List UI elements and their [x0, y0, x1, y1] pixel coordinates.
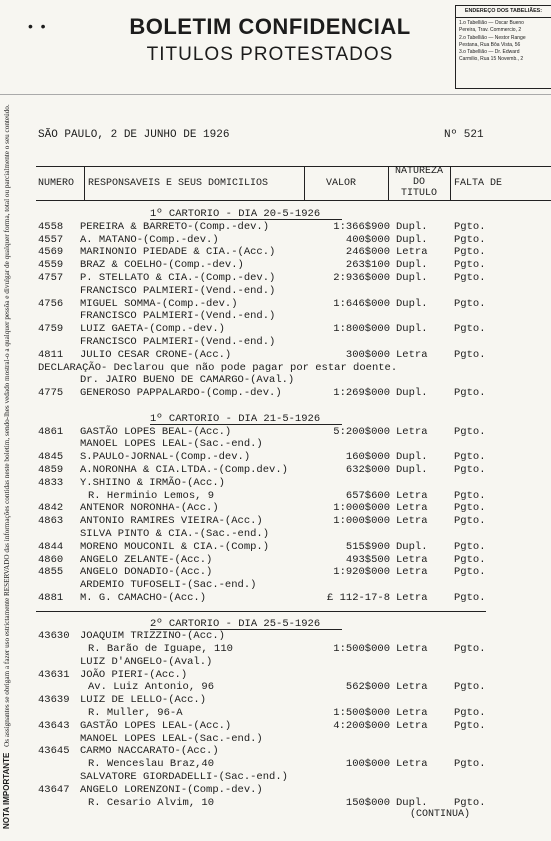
table-row: [0, 554, 551, 567]
entry-value: 632$000: [345, 463, 390, 476]
entry-title-type: Letra: [396, 246, 428, 259]
entry-number: 4863: [38, 515, 64, 528]
table-row: [0, 246, 551, 259]
entry-title-type: Dupl.: [396, 297, 428, 310]
col-responsaveis: RESPONSAVEIS E SEUS DOMICILIOS: [88, 178, 269, 189]
entry-address: Av. Luiz Antonio, 96: [88, 681, 215, 694]
table-row: [0, 285, 551, 298]
table-header: [36, 166, 551, 200]
table-row: [0, 426, 551, 439]
col-natureza-line: DO: [412, 177, 425, 188]
table-row: [0, 656, 551, 669]
table-row: [0, 464, 551, 477]
bulletin-title: BOLETIM CONFIDENCIAL: [129, 14, 411, 39]
table-row: [0, 541, 551, 554]
entry-reason: Pgto.: [454, 323, 486, 336]
table-row: [0, 694, 551, 707]
entry-number: 4842: [38, 502, 64, 515]
entry-title-type: Letra: [396, 425, 428, 438]
entry-title-type: Letra: [396, 719, 428, 732]
section-heading-row: [0, 208, 551, 221]
separator-line: [36, 611, 486, 612]
entry-reason: Pgto.: [454, 540, 486, 553]
entry-number: 4756: [38, 297, 64, 310]
entry-number: 4860: [38, 553, 64, 566]
entry-reason: Pgto.: [454, 719, 486, 732]
entry-title-type: Letra: [396, 758, 428, 771]
entry-value: 2:936$000: [333, 271, 390, 284]
entry-value: 160$000: [345, 451, 390, 464]
entry-reason: Pgto.: [454, 246, 486, 259]
table-row: [0, 298, 551, 311]
entry-responsible: ANTENOR NORONHA-(Acc.): [80, 502, 219, 515]
entry-value: 493$500: [345, 553, 390, 566]
entry-title-type: Letra: [396, 566, 428, 579]
entry-number: 4844: [38, 540, 64, 553]
entry-responsible: JULIO CESAR CRONE-(Acc.): [80, 348, 232, 361]
entry-title-type: Dupl.: [396, 387, 428, 400]
entry-value: 100$000: [345, 758, 390, 771]
entry-responsible: ANTONIO RAMIRES VIEIRA-(Acc.): [80, 515, 263, 528]
entry-responsible: MORENO MOUCONIL & CIA.-(Comp.): [80, 540, 270, 553]
entry-number: 4559: [38, 259, 64, 272]
table-row: [0, 374, 551, 387]
entry-number: 43639: [38, 694, 70, 707]
entry-value: 562$000: [345, 681, 390, 694]
entry-reason: Pgto.: [454, 681, 486, 694]
entry-number: 4569: [38, 246, 64, 259]
entry-responsible: PEREIRA & BARRETO-(Comp.-dev.): [80, 220, 270, 233]
entry-value: 1:000$000: [333, 502, 390, 515]
entry-value: 1:800$000: [333, 323, 390, 336]
section-heading-row: [0, 413, 551, 426]
entry-responsible: S.PAULO-JORNAL-(Comp.-dev.): [80, 451, 251, 464]
notary-address-line: Pereira, Trav. Commercio, 2: [459, 27, 522, 34]
entry-number: 4881: [38, 591, 64, 604]
entry-reason: Pgto.: [454, 387, 486, 400]
entry-title-type: Letra: [396, 348, 428, 361]
table-row: [0, 733, 551, 746]
entry-reason: Pgto.: [454, 515, 486, 528]
header-rule-bottom: [36, 200, 551, 201]
entry-number: 43645: [38, 745, 70, 758]
notary-address-line: Pestana, Rua Bôa Vista, 56: [459, 41, 521, 48]
entry-responsible: FRANCISCO PALMIERI-(Vend.-end.): [80, 284, 276, 297]
section-heading: 1º CARTORIO - DIA 21-5-1926: [150, 412, 321, 425]
table-row: [0, 669, 551, 682]
entry-reason: Pgto.: [454, 220, 486, 233]
table-row: [0, 387, 551, 400]
separator-row: [0, 605, 551, 618]
entry-responsible: JOAQUIM TRIZZINO-(Acc.): [80, 630, 225, 643]
entry-number: 43631: [38, 668, 70, 681]
entry-responsible: MIGUEL SOMMA-(Comp.-dev.): [80, 297, 238, 310]
table-row: [0, 784, 551, 797]
entry-value: 150$000: [345, 796, 390, 809]
entry-responsible: SILVA PINTO & CIA.-(Sac.-end.): [80, 527, 270, 540]
entry-value: 657$600: [345, 489, 390, 502]
notary-address-line: 1.o Tabellião — Oscar Bueno: [459, 20, 524, 27]
table-row: [0, 349, 551, 362]
decorative-dots: • •: [28, 18, 46, 34]
entry-value: 300$000: [345, 348, 390, 361]
important-note-label: NOTA IMPORTANTE: [2, 752, 11, 829]
table-row: [0, 310, 551, 323]
entry-value: 1:366$900: [333, 220, 390, 233]
entry-responsible: BRAZ & COELHO-(Comp.-dev.): [80, 259, 244, 272]
entry-responsible: GENEROSO PAPPALARDO-(Comp.-dev.): [80, 387, 282, 400]
entry-title-type: Letra: [396, 707, 428, 720]
entry-responsible: MANOEL LOPES LEAL-(Sac.-end.): [80, 438, 263, 451]
table-row: [0, 362, 551, 375]
entry-responsible: Dr. JAIRO BUENO DE CAMARGO-(Aval.): [80, 374, 295, 387]
entry-value: 1:500$000: [333, 707, 390, 720]
entry-reason: Pgto.: [454, 271, 486, 284]
entry-number: 4859: [38, 463, 64, 476]
table-row: [0, 720, 551, 733]
entry-responsible: FRANCISCO PALMIERI-(Vend.-end.): [80, 310, 276, 323]
col-natureza-line: TITULO: [400, 188, 437, 199]
entry-number: 43647: [38, 783, 70, 796]
entry-number: 43643: [38, 719, 70, 732]
table-row: [0, 681, 551, 694]
table-row: [0, 592, 551, 605]
entry-title-type: Dupl.: [396, 259, 428, 272]
entry-value: £ 112-17-8: [326, 591, 390, 604]
table-row: [0, 797, 551, 810]
entry-reason: Pgto.: [454, 489, 486, 502]
entry-title-type: Dupl.: [396, 796, 428, 809]
table-row: [0, 272, 551, 285]
entry-reason: Pgto.: [454, 463, 486, 476]
entry-title-type: Dupl.: [396, 220, 428, 233]
table-row: [0, 451, 551, 464]
header-col-divider: [304, 166, 305, 200]
entry-responsible: ANGELO DONADIO-(Acc.): [80, 566, 213, 579]
entry-reason: Pgto.: [454, 425, 486, 438]
table-row: [0, 771, 551, 784]
entry-value: 1:920$000: [333, 566, 390, 579]
section-heading-row: [0, 618, 551, 631]
section-heading: 2º CARTORIO - DIA 25-5-1926: [150, 617, 321, 630]
entry-title-type: Dupl.: [396, 463, 428, 476]
entry-number: 4855: [38, 566, 64, 579]
entry-responsible: LUIZ DE LELLO-(Acc.): [80, 694, 207, 707]
entry-number: 4861: [38, 425, 64, 438]
entry-responsible: ANGELO ZELANTE-(Acc.): [80, 553, 213, 566]
entry-value: 515$900: [345, 540, 390, 553]
entry-value: 263$100: [345, 259, 390, 272]
table-row: [0, 579, 551, 592]
entry-reason: Pgto.: [454, 643, 486, 656]
header-col-divider: [84, 166, 85, 200]
entry-title-type: Letra: [396, 553, 428, 566]
entry-address: R. Wenceslau Braz,40: [88, 758, 215, 771]
bulletin-subtitle: TITULOS PROTESTADOS: [146, 44, 394, 65]
entry-title-type: Letra: [396, 643, 428, 656]
header-col-divider: [450, 166, 451, 200]
entry-responsible: MARINONIO PIEDADE & CIA.-(Acc.): [80, 246, 276, 259]
entry-reason: Pgto.: [454, 259, 486, 272]
entry-title-type: Dupl.: [396, 271, 428, 284]
notary-address-line: 2.o Tabellião — Nestor Range: [459, 34, 526, 41]
header-divider: [0, 94, 551, 95]
entry-reason: Pgto.: [454, 566, 486, 579]
col-numero: NUMERO: [38, 178, 75, 189]
entry-reason: Pgto.: [454, 796, 486, 809]
notary-address-line: Carmilio, Rua 15 Novemb., 2: [459, 56, 524, 63]
entry-responsible: SALVATORE GIORDADELLI-(Sac.-end.): [80, 771, 288, 784]
entry-responsible: A. MATANO-(Comp.-dev.): [80, 233, 219, 246]
table-row: [0, 221, 551, 234]
col-natureza: [388, 166, 450, 199]
notary-addresses-box: [455, 5, 551, 89]
entry-title-type: Dupl.: [396, 451, 428, 464]
entry-number: 4759: [38, 323, 64, 336]
entry-title-type: Letra: [396, 502, 428, 515]
table-row: [0, 336, 551, 349]
entry-responsible: M. G. CAMACHO-(Acc.): [80, 591, 207, 604]
entry-reason: Pgto.: [454, 348, 486, 361]
entry-responsible: A.NORONHA & CIA.LTDA.-(Comp.dev.): [80, 463, 288, 476]
entry-number: 4833: [38, 476, 64, 489]
table-row: [0, 323, 551, 336]
continua-row: [0, 809, 551, 822]
entry-declaration: DECLARAÇÃO- Declarou que não pode pagar por estar doente.: [38, 361, 398, 374]
entry-value: 5:200$000: [333, 425, 390, 438]
entry-responsible: P. STELLATO & CIA.-(Comp.-dev.): [80, 271, 276, 284]
protest-list: [0, 208, 551, 822]
col-valor: VALOR: [326, 178, 357, 189]
entry-value: 400$000: [345, 233, 390, 246]
section-heading: 1º CARTORIO - DIA 20-5-1926: [150, 208, 321, 220]
header-rule-top: [36, 166, 551, 167]
blank-row: [0, 400, 551, 413]
notary-addresses-title: ENDEREÇO DOS TABELIÃES:: [456, 8, 551, 18]
entry-responsible: JOÃO PIERI-(Acc.): [80, 668, 188, 681]
entry-reason: Pgto.: [454, 297, 486, 310]
notary-address-line: 3.o Tabellião — Dr. Edward: [459, 49, 520, 56]
entry-value: 1:269$000: [333, 387, 390, 400]
entry-title-type: Dupl.: [396, 323, 428, 336]
entry-number: 4558: [38, 220, 64, 233]
entry-reason: Pgto.: [454, 707, 486, 720]
entry-address: R. Muller, 96-A: [88, 707, 183, 720]
entry-responsible: ANGELO LORENZONI-(Comp.-dev.): [80, 783, 263, 796]
entry-responsible: GASTÃO LOPES LEAL-(Acc.): [80, 719, 232, 732]
table-row: [0, 745, 551, 758]
continua-label: (CONTINUA): [410, 809, 471, 821]
table-row: [0, 630, 551, 643]
entry-reason: Pgto.: [454, 553, 486, 566]
table-row: [0, 758, 551, 771]
table-row: [0, 566, 551, 579]
entry-title-type: Letra: [396, 489, 428, 502]
entry-reason: Pgto.: [454, 758, 486, 771]
bulletin-number: Nº 521: [444, 129, 484, 141]
entry-responsible: Y.SHIINO & IRMÃO-(Acc.): [80, 476, 225, 489]
entry-address: R. Cesario Alvim, 10: [88, 796, 215, 809]
table-row: [0, 477, 551, 490]
entry-responsible: CARMO NACCARATO-(Acc.): [80, 745, 219, 758]
col-natureza-line: NATUREZA: [394, 166, 443, 177]
entry-title-type: Dupl.: [396, 540, 428, 553]
entry-reason: Pgto.: [454, 451, 486, 464]
entry-title-type: Letra: [396, 591, 428, 604]
entry-number: 43630: [38, 630, 70, 643]
dateline: SÃO PAULO, 2 DE JUNHO DE 1926: [38, 129, 230, 141]
col-falta: FALTA DE: [454, 178, 503, 189]
entry-number: 4775: [38, 387, 64, 400]
entry-number: 4557: [38, 233, 64, 246]
entry-address: R. Herminio Lemos, 9: [88, 489, 215, 502]
table-row: [0, 490, 551, 503]
entry-responsible: LUIZ GAETA-(Comp.-dev.): [80, 323, 225, 336]
entry-value: 4:200$000: [333, 719, 390, 732]
entry-number: 4845: [38, 451, 64, 464]
entry-responsible: FRANCISCO PALMIERI-(Vend.-end.): [80, 335, 276, 348]
entry-reason: Pgto.: [454, 502, 486, 515]
table-row: [0, 528, 551, 541]
table-row: [0, 707, 551, 720]
entry-reason: Pgto.: [454, 233, 486, 246]
entry-responsible: GASTÃO LOPES BEAL-(Acc.): [80, 425, 232, 438]
entry-number: 4757: [38, 271, 64, 284]
entry-value: 1:000$000: [333, 515, 390, 528]
table-row: [0, 234, 551, 247]
entry-value: 1:500$000: [333, 643, 390, 656]
table-row: [0, 438, 551, 451]
entry-value: 1:646$000: [333, 297, 390, 310]
entry-responsible: LUIZ D'ANGELO-(Aval.): [80, 655, 213, 668]
entry-responsible: ARDEMIO TUFOSELI-(Sac.-end.): [80, 579, 257, 592]
table-row: [0, 515, 551, 528]
entry-responsible: MANOEL LOPES LEAL-(Sac.-end.): [80, 732, 263, 745]
entry-title-type: Letra: [396, 515, 428, 528]
entry-value: 246$000: [345, 246, 390, 259]
table-row: [0, 643, 551, 656]
entry-address: R. Barão de Iguape, 110: [88, 643, 233, 656]
table-row: [0, 502, 551, 515]
entry-reason: Pgto.: [454, 591, 486, 604]
entry-title-type: Letra: [396, 681, 428, 694]
important-note-text: Os assignantes se obrigam a fazer uso estrictamente RESERVADO das informações contidas neste boletim, sendo-lhes vedado mostral-o a qualquer pessôa e divulgar de qualquer forma, total ou parcialmente o seu conteúdo.: [3, 104, 11, 747]
entry-title-type: Dupl.: [396, 233, 428, 246]
entry-number: 4811: [38, 348, 64, 361]
table-row: [0, 259, 551, 272]
